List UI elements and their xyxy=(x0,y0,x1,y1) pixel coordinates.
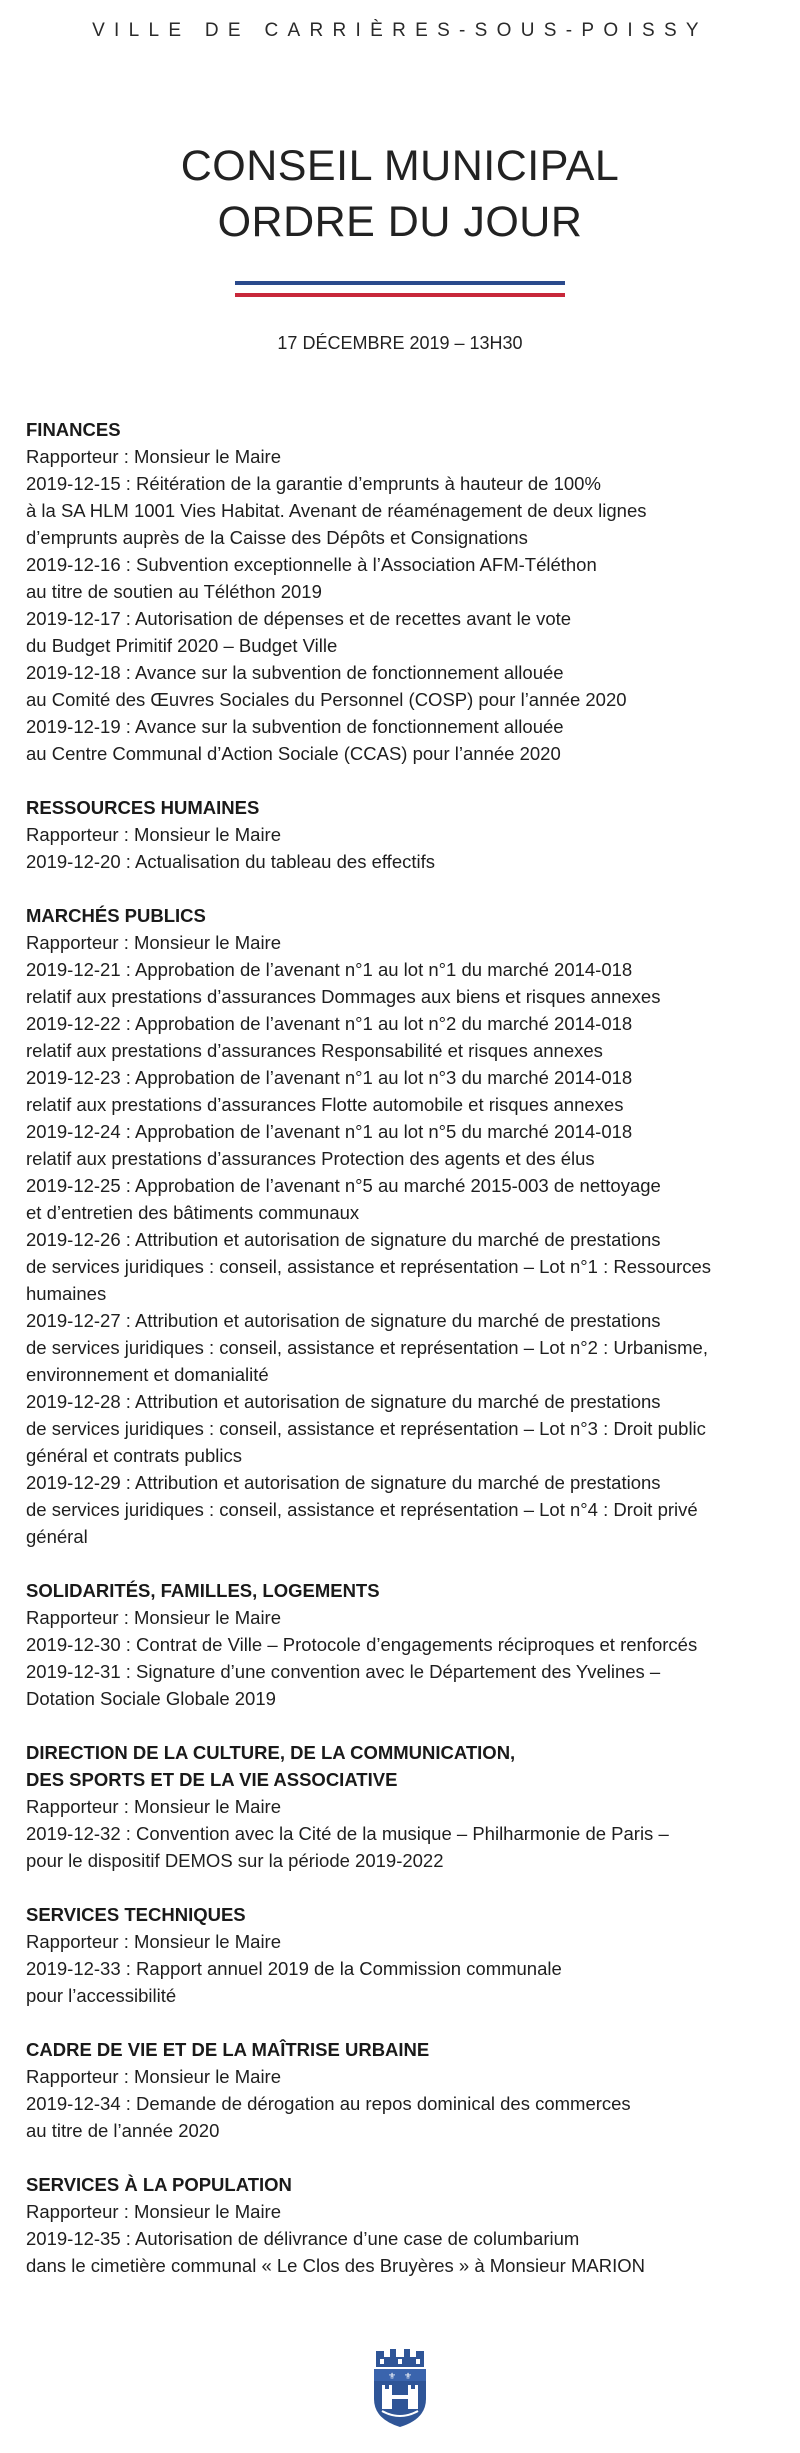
town-name: VILLE DE CARRIÈRES-SOUS-POISSY xyxy=(92,20,708,41)
agenda-item-line: et d’entretien des bâtiments communaux xyxy=(26,1202,360,1223)
page-title xyxy=(0,138,800,250)
section-title: DES SPORTS ET DE LA VIE ASSOCIATIVE xyxy=(26,1769,398,1790)
agenda-item-line: au titre de soutien au Téléthon 2019 xyxy=(26,581,322,602)
agenda-section xyxy=(26,2171,786,2279)
agenda-section xyxy=(26,1577,786,1712)
agenda-item-line: 2019-12-30 : Contrat de Ville – Protocole d’engagements réciproques et renforcés xyxy=(26,1634,698,1655)
rapporteur-line: Rapporteur : Monsieur le Maire xyxy=(26,1931,281,1952)
rapporteur-line: Rapporteur : Monsieur le Maire xyxy=(26,932,281,953)
agenda-item-line: 2019-12-23 : Approbation de l’avenant n°1 au lot n°3 du marché 2014-018 xyxy=(26,1067,633,1088)
agenda-item-line: 2019-12-33 : Rapport annuel 2019 de la Commission communale xyxy=(26,1958,562,1979)
agenda-item-line: général et contrats publics xyxy=(26,1445,242,1466)
agenda-section xyxy=(26,1901,786,2009)
meeting-date: 17 DÉCEMBRE 2019 – 13H30 xyxy=(277,333,523,353)
agenda-item-line: général xyxy=(26,1526,88,1547)
section-title: CADRE DE VIE ET DE LA MAÎTRISE URBAINE xyxy=(26,2039,430,2060)
rapporteur-line: Rapporteur : Monsieur le Maire xyxy=(26,1796,281,1817)
flag-stripe-blue xyxy=(235,281,565,285)
agenda-item-line: pour le dispositif DEMOS sur la période 2019-2022 xyxy=(26,1850,444,1871)
svg-text:⚜: ⚜ xyxy=(388,2372,397,2382)
flag-stripe-red xyxy=(235,293,565,297)
city-coat-of-arms-icon xyxy=(368,2345,432,2429)
agenda-item-line: de services juridiques : conseil, assistance et représentation – Lot n°1 : Ressources xyxy=(26,1256,712,1277)
rapporteur-line: Rapporteur : Monsieur le Maire xyxy=(26,446,281,467)
agenda-item-line: 2019-12-35 : Autorisation de délivrance d’une case de columbarium xyxy=(26,2228,580,2249)
agenda-item-line: de services juridiques : conseil, assistance et représentation – Lot n°3 : Droit public xyxy=(26,1418,706,1439)
agenda-section xyxy=(26,1739,786,1874)
agenda-item-line: relatif aux prestations d’assurances Flotte automobile et risques annexes xyxy=(26,1094,624,1115)
agenda-section xyxy=(26,902,786,1550)
agenda-item-line: au titre de l’année 2020 xyxy=(26,2120,220,2141)
agenda-section xyxy=(26,794,786,875)
section-title: RESSOURCES HUMAINES xyxy=(26,797,260,818)
agenda-item-line: pour l’accessibilité xyxy=(26,1985,177,2006)
agenda-item-line: à la SA HLM 1001 Vies Habitat. Avenant de réaménagement de deux lignes xyxy=(26,500,647,521)
rapporteur-line: Rapporteur : Monsieur le Maire xyxy=(26,1607,281,1628)
agenda-item-line: 2019-12-25 : Approbation de l’avenant n°5 au marché 2015-003 de nettoyage xyxy=(26,1175,661,1196)
section-title: FINANCES xyxy=(26,419,121,440)
agenda-item-line: Dotation Sociale Globale 2019 xyxy=(26,1688,276,1709)
section-title: SERVICES TECHNIQUES xyxy=(26,1904,246,1925)
svg-text:⚜: ⚜ xyxy=(404,2372,413,2382)
agenda-item-line: du Budget Primitif 2020 – Budget Ville xyxy=(26,635,338,656)
rapporteur-line: Rapporteur : Monsieur le Maire xyxy=(26,824,281,845)
agenda-item-line: relatif aux prestations d’assurances Protection des agents et des élus xyxy=(26,1148,595,1169)
agenda-item-line: environnement et domanialité xyxy=(26,1364,269,1385)
agenda-item-line: 2019-12-32 : Convention avec la Cité de la musique – Philharmonie de Paris – xyxy=(26,1823,669,1844)
section-title: SERVICES À LA POPULATION xyxy=(26,2174,292,2195)
agenda-item-line: 2019-12-21 : Approbation de l’avenant n°1 au lot n°1 du marché 2014-018 xyxy=(26,959,633,980)
title-line: ORDRE DU JOUR xyxy=(217,198,583,246)
agenda-section xyxy=(26,416,786,767)
agenda-item-line: 2019-12-22 : Approbation de l’avenant n°1 au lot n°2 du marché 2014-018 xyxy=(26,1013,633,1034)
agenda-item-line: 2019-12-29 : Attribution et autorisation de signature du marché de prestations xyxy=(26,1472,661,1493)
agenda-item-line: 2019-12-16 : Subvention exceptionnelle à l’Association AFM-Téléthon xyxy=(26,554,597,575)
agenda-item-line: 2019-12-15 : Réitération de la garantie d’emprunts à hauteur de 100% xyxy=(26,473,601,494)
section-title: DIRECTION DE LA CULTURE, DE LA COMMUNICATION, xyxy=(26,1742,516,1763)
section-title: MARCHÉS PUBLICS xyxy=(26,905,206,926)
rapporteur-line: Rapporteur : Monsieur le Maire xyxy=(26,2201,281,2222)
agenda-item-line: 2019-12-27 : Attribution et autorisation de signature du marché de prestations xyxy=(26,1310,661,1331)
agenda-item-line: 2019-12-31 : Signature d’une convention avec le Département des Yvelines – xyxy=(26,1661,661,1682)
agenda-item-line: dans le cimetière communal « Le Clos des Bruyères » à Monsieur MARION xyxy=(26,2255,645,2276)
agenda-item-line: d’emprunts auprès de la Caisse des Dépôts et Consignations xyxy=(26,527,528,548)
rapporteur-line: Rapporteur : Monsieur le Maire xyxy=(26,2066,281,2087)
agenda-item-line: de services juridiques : conseil, assistance et représentation – Lot n°4 : Droit privé xyxy=(26,1499,698,1520)
agenda-item-line: 2019-12-24 : Approbation de l’avenant n°1 au lot n°5 du marché 2014-018 xyxy=(26,1121,633,1142)
agenda-item-line: 2019-12-18 : Avance sur la subvention de fonctionnement allouée xyxy=(26,662,564,683)
agenda-item-line: humaines xyxy=(26,1283,107,1304)
agenda-item-line: de services juridiques : conseil, assistance et représentation – Lot n°2 : Urbanisme, xyxy=(26,1337,708,1358)
agenda-item-line: 2019-12-20 : Actualisation du tableau des effectifs xyxy=(26,851,435,872)
agenda-item-line: 2019-12-28 : Attribution et autorisation de signature du marché de prestations xyxy=(26,1391,661,1412)
section-title: SOLIDARITÉS, FAMILLES, LOGEMENTS xyxy=(26,1580,380,1601)
agenda-item-line: 2019-12-17 : Autorisation de dépenses et de recettes avant le vote xyxy=(26,608,572,629)
agenda-item-line: au Centre Communal d’Action Sociale (CCAS) pour l’année 2020 xyxy=(26,743,561,764)
agenda-list xyxy=(26,416,786,2306)
agenda-item-line: 2019-12-26 : Attribution et autorisation de signature du marché de prestations xyxy=(26,1229,661,1250)
agenda-item-line: relatif aux prestations d’assurances Dommages aux biens et risques annexes xyxy=(26,986,661,1007)
agenda-section xyxy=(26,2036,786,2144)
agenda-item-line: 2019-12-34 : Demande de dérogation au repos dominical des commerces xyxy=(26,2093,631,2114)
agenda-item-line: au Comité des Œuvres Sociales du Personnel (COSP) pour l’année 2020 xyxy=(26,689,627,710)
agenda-item-line: relatif aux prestations d’assurances Responsabilité et risques annexes xyxy=(26,1040,603,1061)
agenda-item-line: 2019-12-19 : Avance sur la subvention de fonctionnement allouée xyxy=(26,716,564,737)
title-line: CONSEIL MUNICIPAL xyxy=(180,142,620,190)
